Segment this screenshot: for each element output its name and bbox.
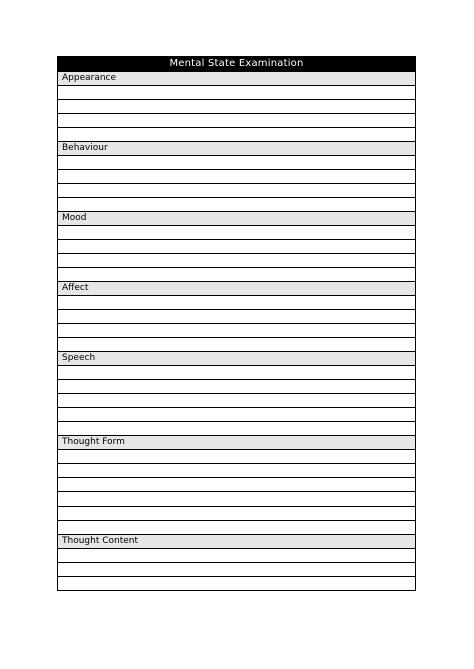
entry-row[interactable] — [58, 562, 415, 576]
entry-row[interactable] — [58, 365, 415, 379]
section-behaviour — [58, 141, 415, 211]
section-thought-form — [58, 435, 415, 534]
entry-row[interactable] — [58, 99, 415, 113]
entry-row[interactable] — [58, 477, 415, 491]
section-mood — [58, 211, 415, 281]
section-thought-content — [58, 534, 415, 590]
entry-row[interactable] — [58, 225, 415, 239]
entry-row[interactable] — [58, 183, 415, 197]
entry-row[interactable] — [58, 295, 415, 309]
entry-row[interactable] — [58, 576, 415, 590]
entry-row[interactable] — [58, 379, 415, 393]
section-header-appearance: Appearance — [58, 71, 415, 85]
entry-row[interactable] — [58, 393, 415, 407]
entry-row[interactable] — [58, 506, 415, 520]
mse-form — [57, 56, 416, 591]
entry-row[interactable] — [58, 155, 415, 169]
section-header-behaviour: Behaviour — [58, 141, 415, 155]
entry-row[interactable] — [58, 520, 415, 534]
entry-row[interactable] — [58, 463, 415, 477]
section-appearance — [58, 71, 415, 141]
section-affect — [58, 281, 415, 351]
entry-row[interactable] — [58, 267, 415, 281]
entry-row[interactable] — [58, 113, 415, 127]
entry-row[interactable] — [58, 197, 415, 211]
entry-row[interactable] — [58, 449, 415, 463]
section-header-speech: Speech — [58, 351, 415, 365]
form-title: Mental State Examination — [58, 57, 415, 71]
entry-row[interactable] — [58, 323, 415, 337]
section-header-mood: Mood — [58, 211, 415, 225]
entry-row[interactable] — [58, 491, 415, 505]
section-header-thought-form: Thought Form — [58, 435, 415, 449]
entry-row[interactable] — [58, 169, 415, 183]
entry-row[interactable] — [58, 85, 415, 99]
entry-row[interactable] — [58, 421, 415, 435]
entry-row[interactable] — [58, 548, 415, 562]
section-speech — [58, 351, 415, 435]
section-header-affect: Affect — [58, 281, 415, 295]
entry-row[interactable] — [58, 127, 415, 141]
entry-row[interactable] — [58, 239, 415, 253]
entry-row[interactable] — [58, 253, 415, 267]
entry-row[interactable] — [58, 407, 415, 421]
section-header-thought-content: Thought Content — [58, 534, 415, 548]
entry-row[interactable] — [58, 337, 415, 351]
entry-row[interactable] — [58, 309, 415, 323]
